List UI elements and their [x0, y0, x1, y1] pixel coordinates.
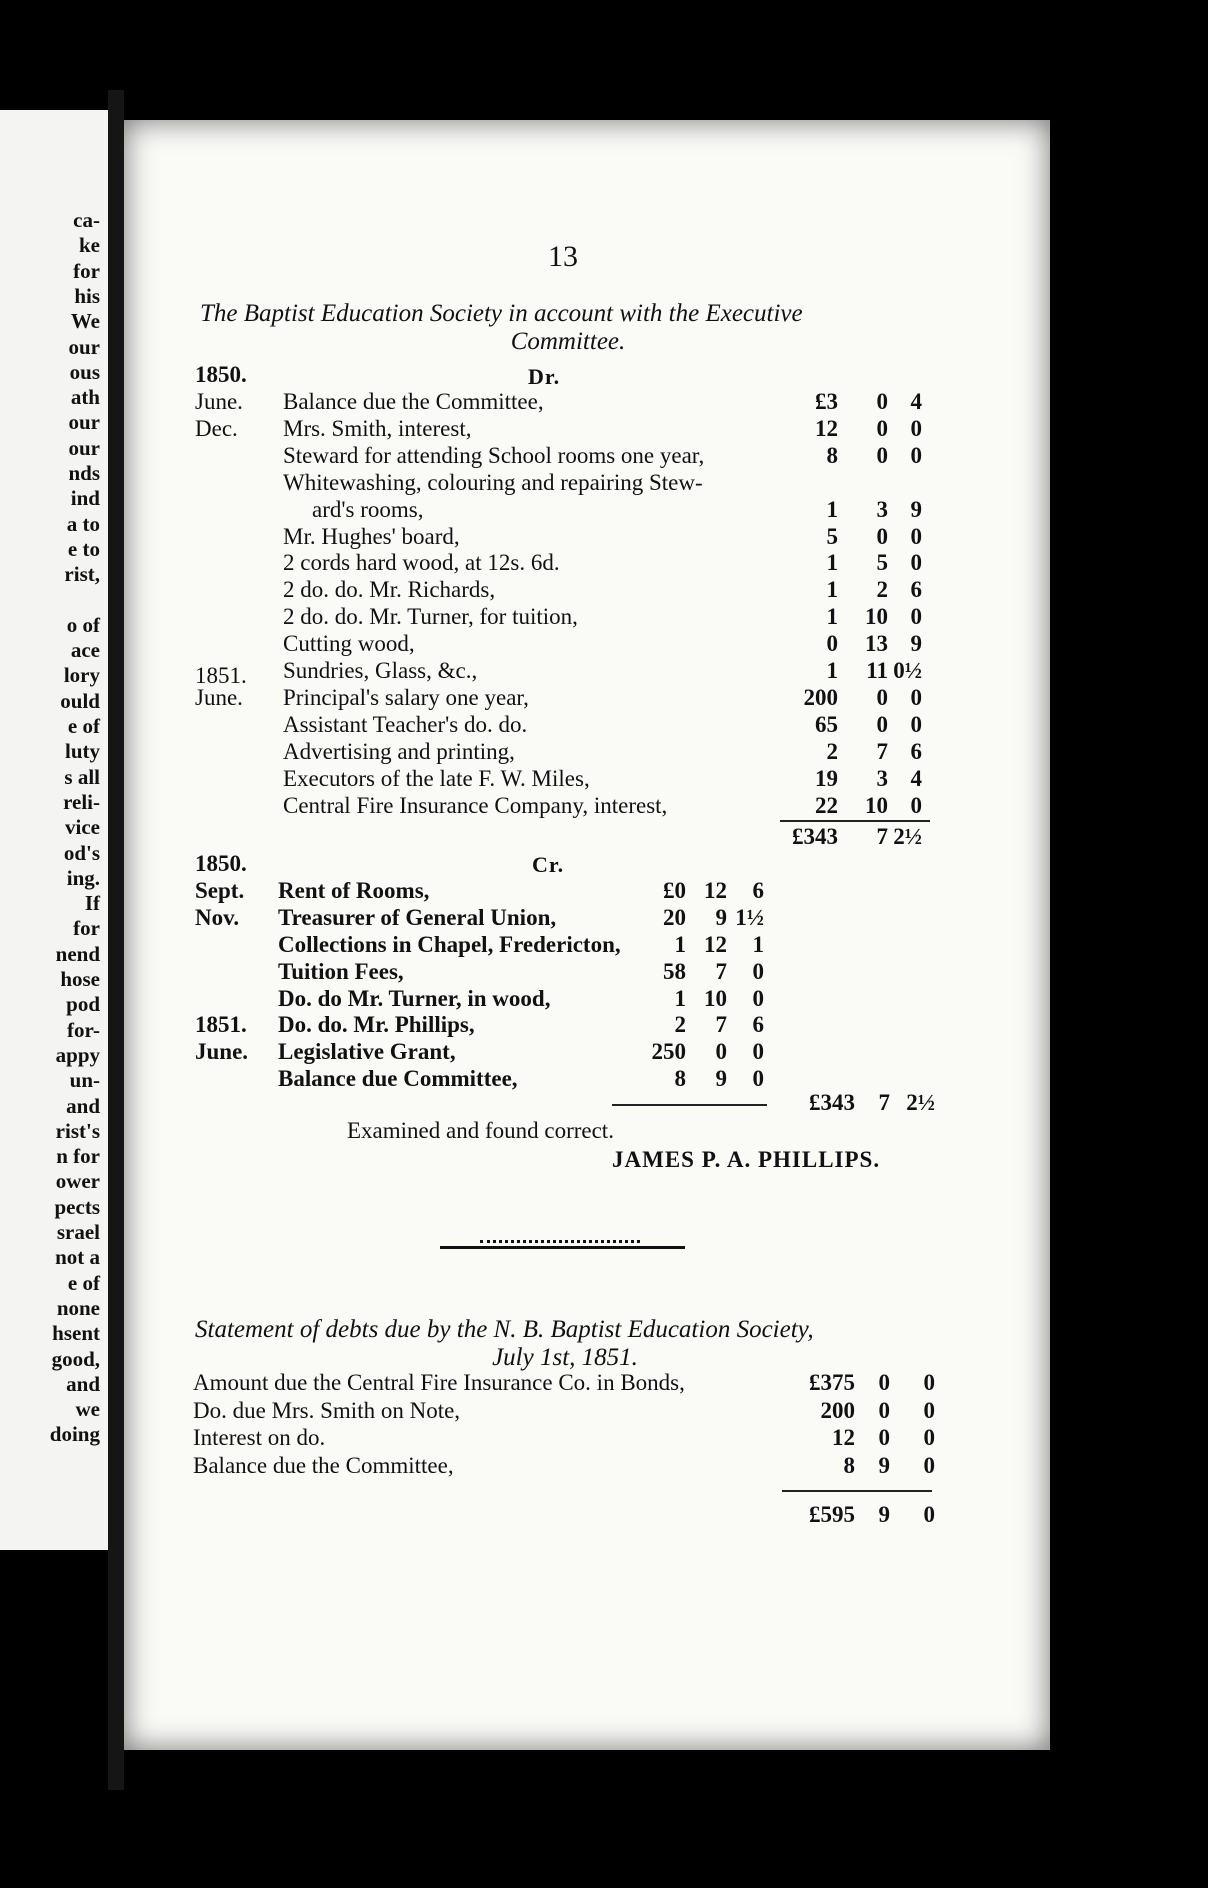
shillings-value: 0 — [876, 711, 888, 737]
pence-value: 0½ — [893, 658, 922, 683]
shillings-value: 9 — [878, 1502, 890, 1527]
entry-description: ard's rooms, — [312, 496, 424, 522]
left-page-fragment: we — [75, 1397, 100, 1422]
pence-value: 2½ — [893, 824, 922, 849]
shillings-value: 0 — [878, 1425, 890, 1450]
left-page-fragment: o of — [66, 612, 100, 637]
debit-total-rule — [780, 820, 930, 822]
book-gutter — [108, 90, 124, 1790]
pounds-value: 5 — [826, 523, 838, 549]
statement-entry-description: Interest on do. — [193, 1425, 326, 1450]
pence-value: 6 — [910, 577, 922, 603]
entry-date: Dec. — [195, 415, 238, 441]
pence-value: 2½ — [906, 1090, 935, 1115]
pounds-value: 19 — [815, 765, 838, 791]
left-page-fragment: od's — [63, 840, 100, 865]
entry-description: Steward for attending School rooms one year, — [283, 442, 705, 468]
left-page-fragment: ke — [79, 233, 100, 258]
left-page-fragment: our — [68, 410, 100, 435]
shillings-value: 0 — [876, 389, 888, 414]
left-page-fragment: ous — [69, 359, 100, 384]
pence-value: 0 — [923, 1502, 935, 1527]
pence-value: 0 — [910, 442, 922, 468]
pounds-value: £375 — [809, 1370, 855, 1395]
entry-description: Assistant Teacher's do. do. — [283, 711, 528, 737]
shillings-value: 10 — [704, 985, 727, 1011]
shillings-value: 7 — [715, 958, 727, 984]
entry-description: Do. do. Mr. Phillips, — [278, 1012, 475, 1038]
pence-value: 0 — [910, 684, 922, 710]
debit-year-1851: 1851. — [195, 663, 247, 688]
pence-value: 0 — [910, 711, 922, 737]
debit-year-1850: 1850. — [195, 362, 247, 387]
left-page-fragment: reli- — [63, 789, 100, 814]
shillings-value: 5 — [876, 550, 888, 576]
pounds-value: £3 — [815, 389, 838, 414]
entry-date: 1850. — [195, 851, 247, 876]
pounds-value: 20 — [663, 904, 686, 930]
pounds-value: 200 — [803, 684, 838, 710]
pounds-value: 250 — [651, 1039, 686, 1065]
shillings-value: 0 — [876, 684, 888, 710]
page-number: 13 — [548, 240, 578, 273]
pence-value: 0 — [923, 1452, 935, 1478]
pounds-value: 2 — [674, 1012, 686, 1038]
pounds-value: 58 — [663, 958, 686, 984]
account-title-line1: The Baptist Education Society in account with the Executive — [200, 300, 803, 327]
examined-note: Examined and found correct. — [347, 1118, 614, 1143]
pence-value: 6 — [752, 1012, 764, 1038]
entry-description: Balance due Committee, — [278, 1066, 518, 1092]
pence-value: 0 — [910, 604, 922, 630]
left-page-fragment: and — [66, 1093, 100, 1118]
shillings-value: 0 — [878, 1370, 890, 1395]
pence-value: 0 — [910, 550, 922, 576]
left-page-fragment: for — [73, 258, 100, 283]
shillings-value: 11 — [866, 658, 888, 683]
pence-value: 0 — [910, 792, 922, 818]
statement-total-rule — [782, 1490, 932, 1492]
account-title — [200, 300, 936, 356]
entry-description: 2 do. do. Mr. Turner, for tuition, — [283, 604, 578, 630]
credit-header: Cr. — [532, 852, 565, 877]
shillings-value: 0 — [878, 1397, 890, 1423]
pence-value: 1½ — [735, 904, 764, 930]
left-page-fragment: hose — [60, 967, 100, 991]
shillings-value: 7 — [876, 738, 888, 764]
pounds-value: 0 — [826, 631, 838, 657]
pounds-value: 8 — [674, 1066, 686, 1092]
pounds-value: 200 — [820, 1397, 855, 1423]
left-page-fragment: e to — [67, 536, 100, 561]
shillings-value: 7 — [715, 1012, 727, 1038]
pounds-value: 1 — [826, 496, 838, 522]
entry-date: Nov. — [195, 904, 240, 930]
section-divider — [440, 1240, 685, 1249]
left-page-fragment: ould — [60, 688, 100, 713]
pence-value: 0 — [910, 523, 922, 549]
left-page-fragment: doing — [49, 1422, 100, 1447]
statement-title — [195, 1316, 935, 1372]
statement-entry-description: Amount due the Central Fire Insurance Co. in Bonds, — [193, 1370, 685, 1395]
entry-description: Legislative Grant, — [278, 1039, 456, 1065]
pence-value: 9 — [910, 631, 922, 657]
left-page-fragment: nend — [55, 941, 100, 966]
adjacent-page-fragment — [0, 110, 108, 1550]
pounds-value: 12 — [815, 415, 838, 441]
shillings-value: 0 — [715, 1039, 727, 1065]
credit-total-rule — [612, 1104, 767, 1106]
left-page-fragment: for- — [66, 1017, 100, 1042]
statement-entry-description: Balance due the Committee, — [193, 1452, 454, 1478]
entry-description: Advertising and printing, — [283, 738, 515, 764]
entry-date: June. — [195, 1039, 249, 1065]
shillings-value: 12 — [704, 877, 727, 903]
left-page-fragment: and — [66, 1371, 100, 1396]
shillings-value: 12 — [704, 931, 727, 957]
entry-description: Principal's salary one year, — [283, 684, 529, 710]
pence-value: 0 — [752, 958, 764, 984]
entry-description: Sundries, Glass, &c., — [283, 658, 478, 683]
debit-header: Dr. — [528, 364, 561, 389]
statement-title-line1: Statement of debts due by the N. B. Baptist Education Society, — [195, 1316, 814, 1343]
left-page-fragment: s all — [64, 764, 100, 789]
entry-description: Mr. Hughes' board, — [283, 523, 460, 549]
shillings-value: 9 — [715, 1066, 727, 1092]
left-page-fragment: his — [74, 283, 100, 308]
left-page-fragment: good, — [51, 1346, 100, 1371]
left-page-fragment: If — [84, 891, 100, 916]
pence-value: 6 — [910, 738, 922, 764]
left-page-fragment: pod — [66, 992, 100, 1017]
pounds-value: 1 — [674, 985, 686, 1011]
left-page-fragment: srael — [56, 1220, 100, 1244]
shillings-value: 0 — [876, 523, 888, 549]
pounds-value: 1 — [826, 577, 838, 603]
shillings-value: 10 — [865, 792, 888, 818]
pence-value: 0 — [752, 1039, 764, 1065]
left-page-fragment: luty — [64, 739, 100, 764]
pounds-value: 65 — [815, 711, 838, 737]
left-page-fragment: a to — [66, 511, 100, 536]
pence-value: 0 — [752, 985, 764, 1011]
pounds-value: 12 — [832, 1425, 855, 1450]
shillings-value: 9 — [878, 1452, 890, 1478]
pounds-value: £0 — [663, 877, 686, 903]
left-page-fragment: ca- — [73, 208, 100, 232]
shillings-value: 13 — [865, 631, 888, 657]
pounds-value: 1 — [826, 658, 838, 683]
statement-title-line2: July 1st, 1851. — [492, 1344, 638, 1371]
left-page-fragment: rist's — [55, 1118, 100, 1143]
left-page-fragment: We — [70, 309, 100, 334]
signature: JAMES P. A. PHILLIPS. — [612, 1147, 881, 1172]
pence-value: 0 — [752, 1066, 764, 1092]
pence-value: 0 — [923, 1425, 935, 1450]
entry-description: Whitewashing, colouring and repairing Stew- — [283, 469, 703, 495]
left-page-fragment: vice — [65, 815, 100, 840]
pence-value: 1 — [752, 931, 764, 957]
left-page-fragment: none — [56, 1295, 100, 1320]
pounds-value: 1 — [826, 550, 838, 576]
shillings-value: 0 — [876, 415, 888, 441]
entry-description: Rent of Rooms, — [278, 877, 430, 903]
left-page-fragment: e of — [67, 714, 100, 738]
left-page-fragment: ing. — [66, 865, 100, 890]
entry-date: Sept. — [195, 877, 245, 903]
pounds-value: 8 — [843, 1452, 855, 1478]
entry-description: Do. do Mr. Turner, in wood, — [278, 985, 551, 1011]
shillings-value: 0 — [876, 442, 888, 468]
pence-value: 0 — [923, 1397, 935, 1423]
entry-description: Central Fire Insurance Company, interest, — [283, 792, 668, 818]
left-page-fragment: ath — [70, 385, 100, 410]
left-page-fragment: e of — [67, 1270, 100, 1295]
pounds-value: 1 — [826, 604, 838, 630]
entry-description: Cutting wood, — [283, 631, 415, 657]
entry-description: Tuition Fees, — [278, 958, 404, 984]
entry-date: 1851. — [195, 1012, 247, 1038]
entry-date: June. — [195, 684, 243, 710]
shillings-value: 2 — [876, 577, 888, 603]
left-page-fragment: ower — [55, 1169, 100, 1194]
entry-description: Treasurer of General Union, — [278, 904, 557, 930]
pence-value: 4 — [910, 389, 922, 414]
left-page-fragment: rist, — [64, 562, 100, 587]
left-page-fragment: nds — [68, 461, 100, 485]
left-page-fragment: ind — [70, 486, 100, 511]
pounds-value: £343 — [809, 1090, 855, 1115]
pounds-value: 1 — [674, 931, 686, 957]
left-page-fragment: lory — [63, 663, 100, 688]
left-page-fragment: not a — [55, 1245, 100, 1270]
entry-description: Mrs. Smith, interest, — [283, 415, 472, 441]
shillings-value: 3 — [876, 496, 888, 522]
left-page-fragment: appy — [55, 1042, 100, 1067]
pence-value: 4 — [910, 765, 922, 791]
pounds-value: 22 — [815, 792, 838, 818]
pence-value: 0 — [923, 1370, 935, 1395]
left-page-fragment: hsent — [52, 1321, 100, 1346]
entry-date: June. — [195, 389, 243, 414]
pounds-value: 8 — [826, 442, 838, 468]
pence-value: 9 — [910, 496, 922, 522]
entry-description: 2 do. do. Mr. Richards, — [283, 577, 496, 603]
left-page-fragment: our — [68, 334, 100, 359]
left-page-fragment: ace — [70, 638, 100, 663]
entry-description: Collections in Chapel, Fredericton, — [278, 931, 621, 957]
left-page-fragment: for — [73, 916, 100, 941]
pounds-value: £343 — [792, 824, 838, 849]
shillings-value: 9 — [715, 904, 727, 930]
shillings-value: 10 — [865, 604, 888, 630]
pounds-value: 2 — [826, 738, 838, 764]
shillings-value: 7 — [878, 1090, 890, 1115]
left-page-fragment: un- — [69, 1068, 100, 1093]
left-page-fragment: n for — [56, 1144, 100, 1169]
pence-value: 6 — [752, 877, 764, 903]
statement-entry-description: Do. due Mrs. Smith on Note, — [193, 1397, 461, 1423]
left-page-fragment: our — [68, 435, 100, 460]
entry-description: Executors of the late F. W. Miles, — [283, 765, 590, 791]
account-title-line2: Committee. — [510, 328, 626, 355]
shillings-value: 3 — [876, 765, 888, 791]
pounds-value: £595 — [809, 1502, 855, 1527]
entry-description: 2 cords hard wood, at 12s. 6d. — [283, 550, 560, 576]
entry-description: Balance due the Committee, — [283, 389, 544, 414]
shillings-value: 7 — [876, 824, 888, 849]
left-page-fragment: pects — [54, 1194, 100, 1219]
pence-value: 0 — [910, 415, 922, 441]
